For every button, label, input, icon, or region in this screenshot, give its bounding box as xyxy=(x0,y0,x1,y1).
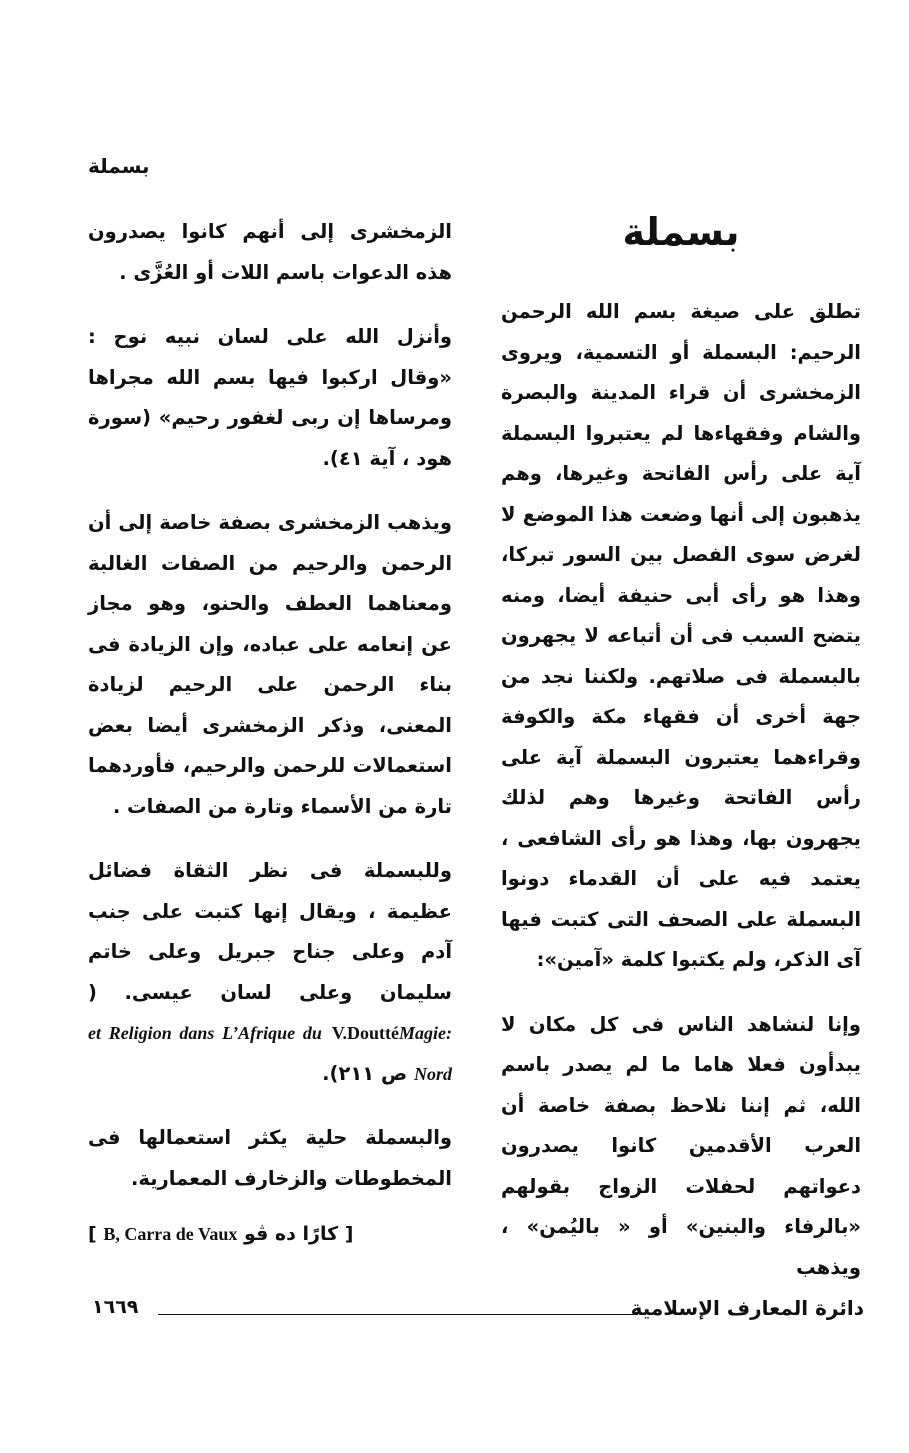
footer-rule xyxy=(158,1314,638,1315)
paragraph: ويذهب الزمخشرى بصفة خاصة إلى أن الرحمن والرحيم من الصفات الغالبة ومعناهما العطف والحنو، وهو مجاز عن إنعامه على عباده، وإن الزيادة فى بناء الرحمن على الرحيم لزيادة المعنى، وذكر الزمخشرى أيضا بعض استعمالات للرحمن والرحيم، فأوردهما تارة من الأسماء وتارة من الصفات . xyxy=(88,511,452,818)
citation-author: V.Doutté xyxy=(331,1023,399,1043)
citation-title-part: Magie: xyxy=(399,1023,452,1043)
bracket-close: ] xyxy=(88,1223,104,1245)
paragraph-text: وللبسملة فى نظر الثقاة فضائل عظيمة ، ويقال إنها كتبت على جنب آدم وعلى جناح جبريل وعلى خاتم سليمان وعلى لسان عيسى. ( xyxy=(88,859,452,1004)
paragraph: تطلق على صيغة بسم الله الرحمن الرحيم: البسملة أو التسمية، ويروى الزمخشرى أن قراء المدينة والبصرة والشام وفقهاءها لم يعتبروا البسملة آية على رأس الفاتحة وغيرها، وهم يذهبون إلى أنها وضعت هذا الموضع لا لغرض سوى الفصل بين السور تبركا، وهذا هو رأى أبى حنيفة أيضا، ومنه يتضح السبب فى أن أتباعه لا يجهرون بالبسملة فى صلاتهم. ولكننا نجد من جهة أخرى أن فقهاء مكة والكوفة وقراءهما يعتبرون البسملة آية على رأس الفاتحة وغيرها وهم لذلك يجهرون بها، وهذا هو رأى الشافعى ، يعتمد فيه على أن القدماء دونوا البسملة على الصحف التى كتبت فيها آى الذكر، ولم يكتبوا كلمة «آمين»: xyxy=(501,300,861,971)
citation-title-rest: et Religion dans L’Afrique du Nord xyxy=(88,1023,452,1084)
paragraph-with-citation xyxy=(88,851,452,1094)
left-column xyxy=(88,212,452,1245)
paragraph: والبسملة حلية يكثر استعمالها فى المخطوطات والزخارف المعمارية. xyxy=(88,1126,452,1190)
author-name-latin: B, Carra de Vaux xyxy=(103,1224,238,1244)
paragraph: وإنا لنشاهد الناس فى كل مكان لا يبدأون فعلا هاما ما لم يصدر باسم الله، ثم إننا نلاحظ بصفة خاصة أن العرب الأقدمين كانوا يصدرون دعواتهم لحفلات الزواج بقولهم «بالرفاء والبنين» أو « باليُمن» ، ويذهب xyxy=(501,1012,861,1279)
article-title: بسملة xyxy=(622,210,740,254)
page-footer xyxy=(92,1296,864,1326)
citation-page: ص ٢١١). xyxy=(322,1061,408,1085)
right-column xyxy=(501,200,861,1312)
bracket-open: [ xyxy=(338,1223,354,1245)
paragraph: وأنزل الله على لسان نبيه نوح : «وقال اركبوا فيها بسم الله مجراها ومرساها إن ربى لغفور رحيم» (سورة هود ، آية ٤١). xyxy=(88,325,452,470)
footer-source: دائرة المعارف الإسلامية xyxy=(630,1296,864,1320)
author-name-arabic: كارًا ده ڤو xyxy=(243,1223,339,1245)
running-head: بسملة xyxy=(88,154,150,178)
author-attribution xyxy=(88,1223,452,1245)
page-number: ١٦٦٩ xyxy=(92,1296,139,1318)
paragraph: الزمخشرى إلى أنهم كانوا يصدرون هذه الدعوات باسم اللات أو العُزَّى . xyxy=(88,220,452,284)
